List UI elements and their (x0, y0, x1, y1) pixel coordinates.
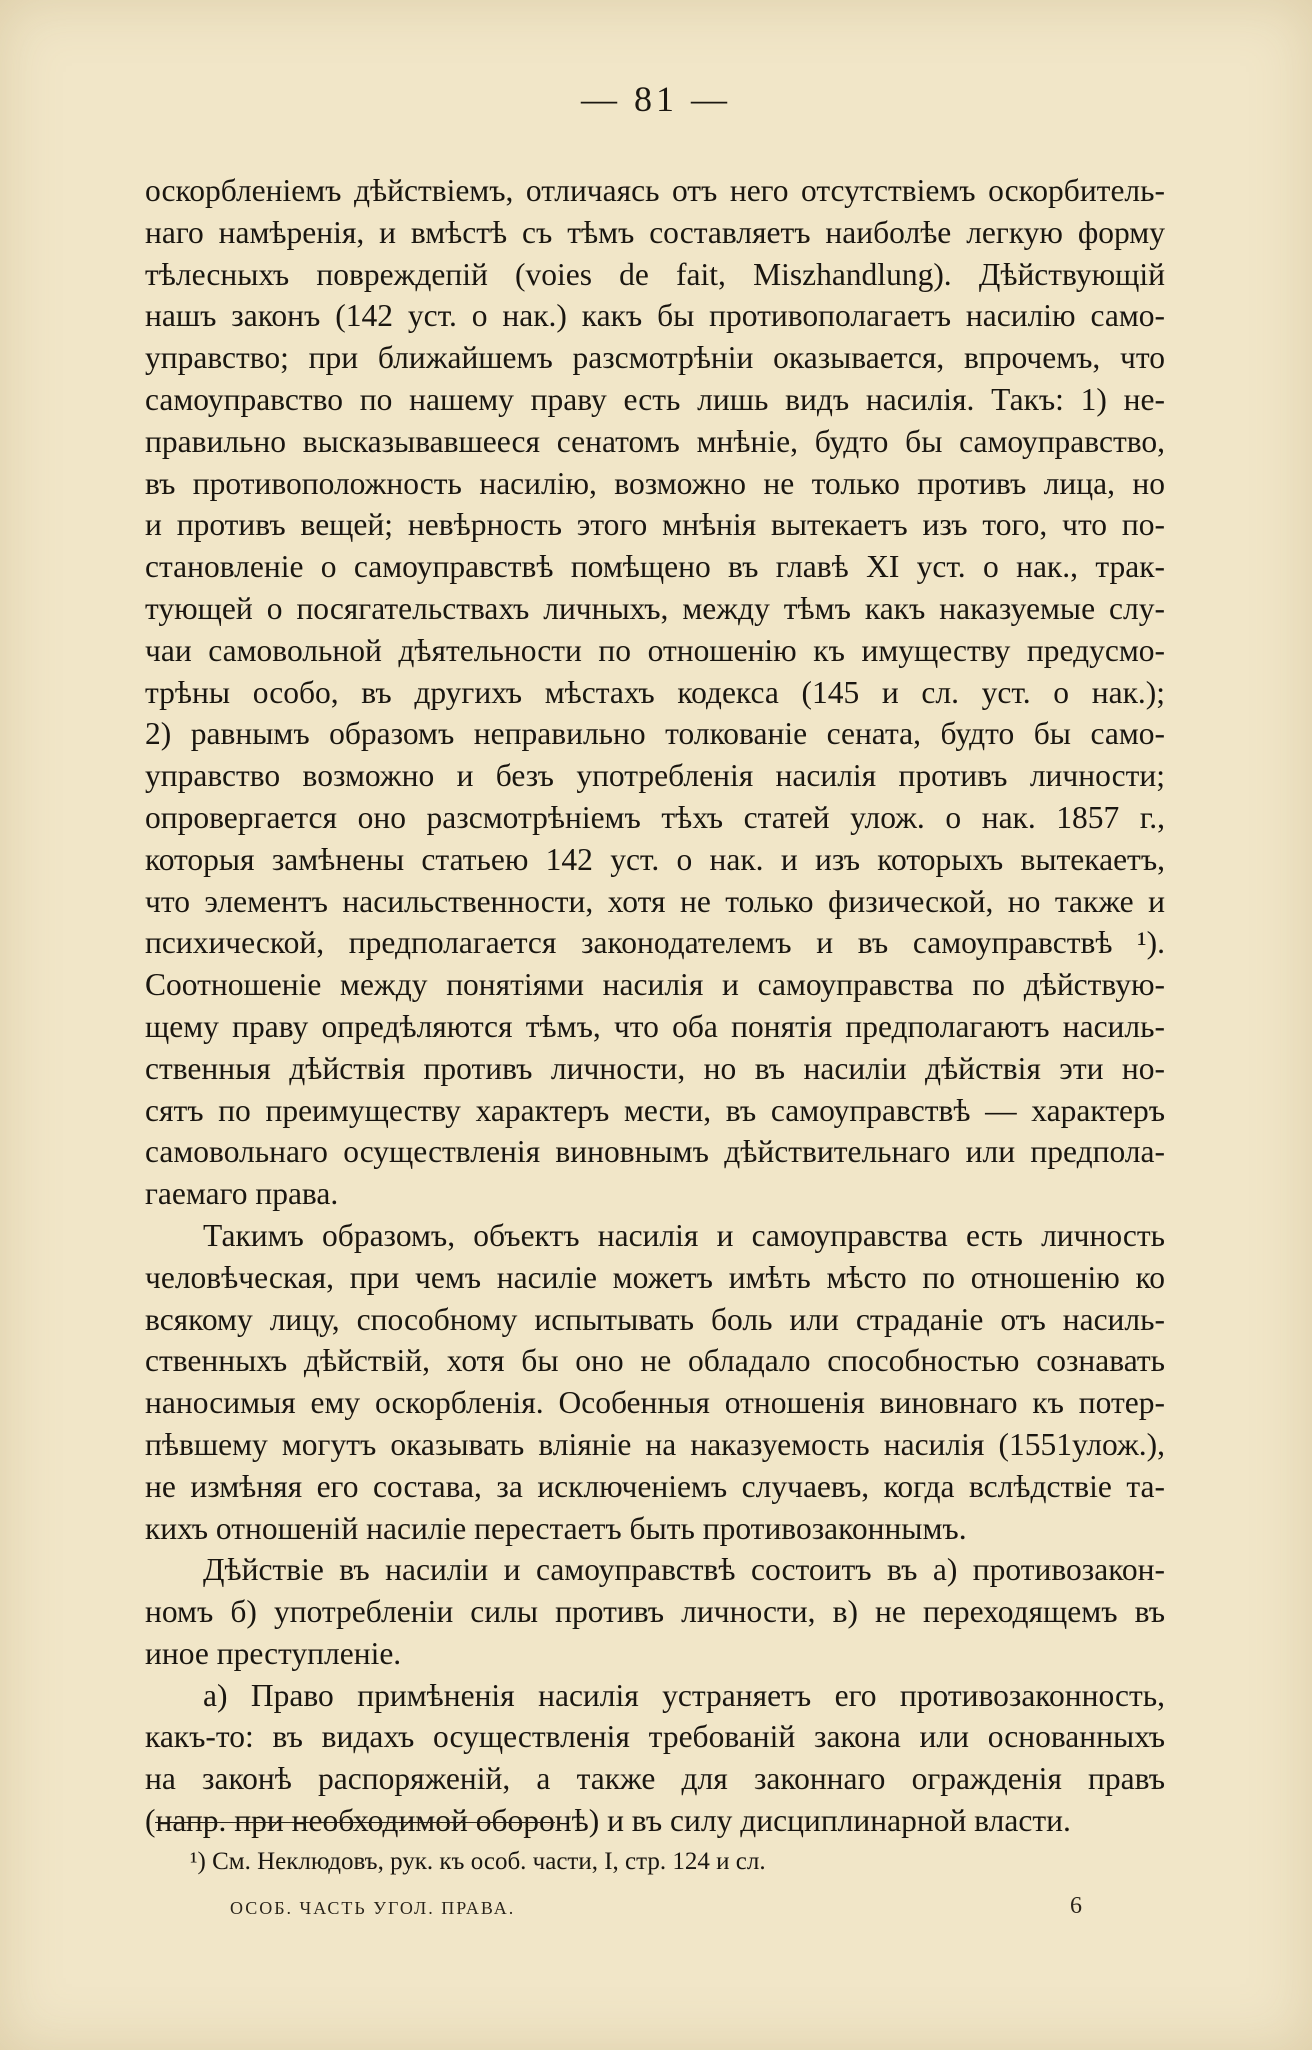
footnote (190, 1848, 766, 1876)
text-line: Такимъ образомъ, объектъ насилія и самоуправства есть личность (203, 1217, 1165, 1253)
text-line: ственныя дѣйствія противъ личности, но въ насиліи дѣйствія эти но- (145, 1050, 1165, 1086)
text-line: самоуправство по нашему праву есть лишь видъ насилія. Такъ: 1) не- (145, 381, 1165, 417)
text-line: трѣны особо, въ другихъ мѣстахъ кодекса (145 и сл. уст. о нак.); (145, 674, 1165, 710)
text-line: которыя замѣнены статьею 142 уст. о нак. и изъ которыхъ вытекаетъ, (145, 841, 1165, 877)
paragraph (145, 1215, 1165, 1549)
text-line: сятъ по преимуществу характеръ мести, въ самоуправствѣ — характеръ (145, 1092, 1165, 1128)
text-line: на законѣ распоряженій, а также для законнаго огражденія правъ (145, 1761, 1165, 1797)
text-line: Соотношеніе между понятіями насилія и самоуправства по дѣйствую- (145, 967, 1165, 1003)
signature-title: ОСОБ. ЧАСТЬ УГОЛ. ПРАВА. (230, 1898, 516, 1918)
footnote-divider (155, 1822, 555, 1823)
text-line: Дѣйствіе въ насиліи и самоуправствѣ состоитъ въ а) противозакон- (203, 1552, 1165, 1588)
text-line: управство возможно и безъ употребленія насилія противъ личности; (145, 758, 1165, 794)
text-line: наго намѣренія, и вмѣстѣ съ тѣмъ составляетъ наиболѣе легкую форму (145, 214, 1165, 250)
text-line: психической, предполагается законодателемъ и въ самоуправствѣ ¹). (145, 925, 1165, 961)
text-line: ственныхъ дѣйствій, хотя бы оно не обладало способностью сознавать (145, 1343, 1165, 1379)
paragraph (145, 170, 1165, 1215)
text-line: тѣлесныхъ повреждепій (voies de fait, Miszhandlung). Дѣйствующій (145, 256, 1165, 292)
text-line: оскорбленіемъ дѣйствіемъ, отличаясь отъ него отсутствіемъ оскорбитель- (145, 173, 1165, 208)
text-line: иное преступленіе. (145, 1635, 402, 1671)
page-number: — 81 — (581, 79, 731, 119)
text-line: не измѣняя его состава, за исключеніемъ случаевъ, когда вслѣдствіе та- (145, 1468, 1165, 1504)
text-line: правильно высказывавшееся сенатомъ мнѣніе, будто бы самоуправство, (145, 423, 1165, 459)
paragraph (145, 1675, 1165, 1842)
text-line: наносимыя ему оскорбленія. Особенныя отношенія виновнаго къ потер- (145, 1385, 1165, 1421)
text-line: чаи самовольной дѣятельности по отношенію къ имуществу предусмо- (145, 632, 1165, 668)
text-line: что элементъ насильственности, хотя не только физической, но также и (145, 883, 1165, 919)
text-line: какъ-то: въ видахъ осуществленія требованій закона или основанныхъ (145, 1719, 1165, 1755)
text-line: тующей о посягательствахъ личныхъ, между тѣмъ какъ наказуемые слу- (145, 590, 1165, 626)
signature-number: 6 (1070, 1893, 1082, 1919)
text-line: самовольнаго осуществленія виновнымъ дѣйствительнаго или предпола- (145, 1134, 1165, 1170)
text-line: (напр. при необходимой оборонѣ) и въ силу дисциплинарной власти. (145, 1803, 1071, 1839)
text-line: становленіе о самоуправствѣ помѣщено въ главѣ XI уст. о нак., трак- (145, 549, 1165, 585)
text-line: человѣческая, при чемъ насиліе можетъ имѣть мѣсто по отношенію ко (145, 1259, 1165, 1295)
footnote-text: См. Неклюдовъ, рук. къ особ. части, I, стр. 124 и сл. (212, 1848, 766, 1875)
text-line: нашъ законъ (142 уст. о нак.) какъ бы противополагаетъ насилію само- (145, 298, 1165, 334)
text-line: номъ б) употребленіи силы противъ личности, в) не переходящемъ въ (145, 1594, 1165, 1630)
text-line: управство; при ближайшемъ разсмотрѣніи оказывается, впрочемъ, что (145, 340, 1165, 376)
paragraph (145, 1549, 1165, 1674)
text-line: всякому лицу, способному испытывать боль или страданіе отъ насиль- (145, 1301, 1165, 1337)
text-line: 2) равнымъ образомъ неправильно толкованіе сената, будто бы само- (145, 716, 1165, 752)
text-line: и противъ вещей; невѣрность этого мнѣнія вытекаетъ изъ того, что по- (145, 507, 1165, 543)
text-line: опровергается оно разсмотрѣніемъ тѣхъ статей улож. о нак. 1857 г., (145, 799, 1165, 835)
text-line: щему праву опредѣляются тѣмъ, что оба понятія предполагаютъ насиль- (145, 1008, 1165, 1044)
text-line: пѣвшему могутъ оказывать вліяніе на наказуемость насилія (1551улож.), (145, 1426, 1165, 1462)
text-line: а) Право примѣненія насилія устраняетъ его противозаконность, (203, 1677, 1165, 1713)
text-line: гаемаго права. (145, 1176, 339, 1212)
text-line: кихъ отношеній насиліе перестаетъ быть противозаконнымъ. (145, 1510, 967, 1546)
text-line: въ противоположность насилію, возможно не только противъ лица, но (145, 465, 1165, 501)
body-text (145, 170, 1165, 1842)
footnote-marker: ¹) (190, 1848, 206, 1875)
